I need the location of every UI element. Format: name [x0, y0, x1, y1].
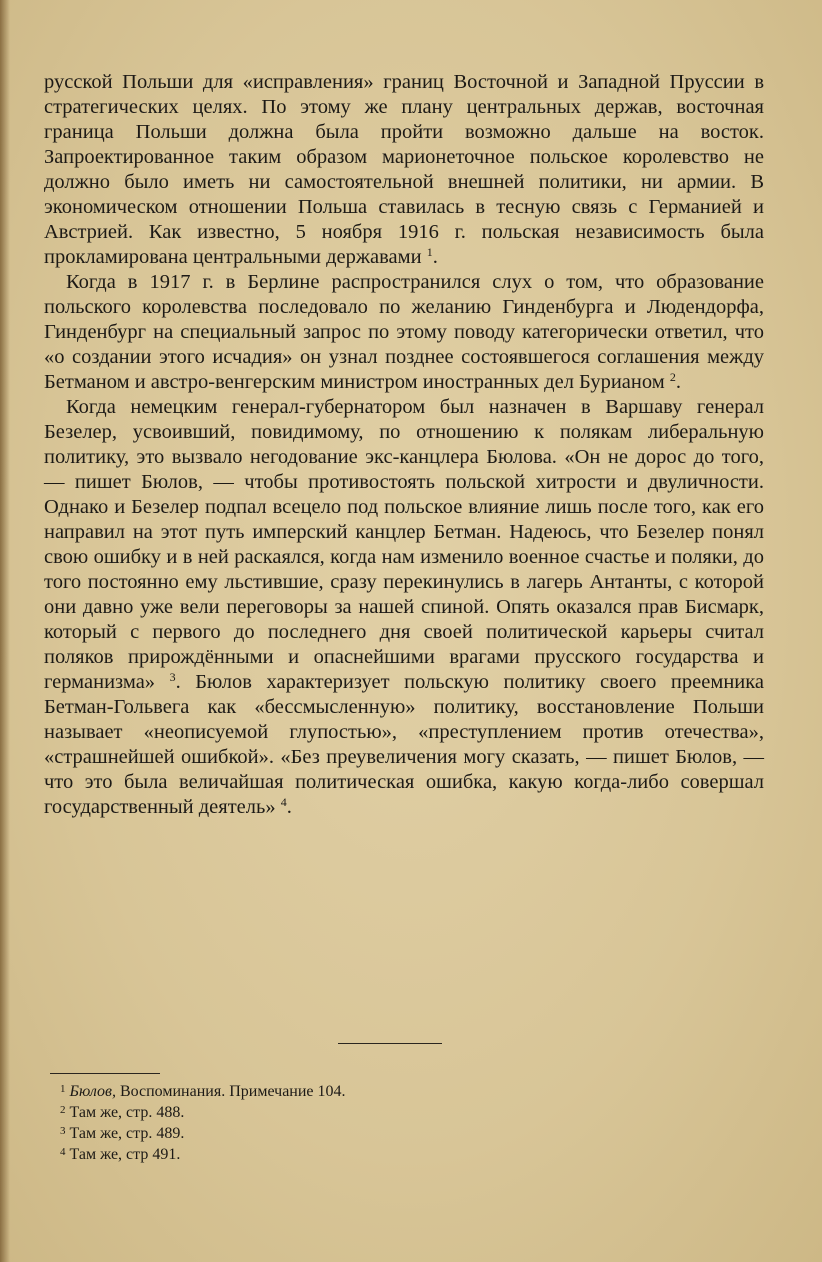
- footnote-2: [60, 1101, 700, 1122]
- footnote-3-text: Там же, стр. 489.: [69, 1125, 185, 1142]
- paragraph-1: русской Польши для «исправления» границ Восточной и Западной Пруссии в стратегических целях. По этому же плану центральных держав, восточная граница Польши должна была пройти возможно дальше на восток. Запроектированное таким образом марионеточное польское королевство не должно было иметь ни самостоятельной внешней политики, ни армии. В экономическом отношении Польша ставилась в тесную связь с Германией и Австрией. Как известно, 5 ноября 1916 г. польская независимость была прокламирована центральными державами $^1$.: [44, 71, 764, 268]
- footnote-2-text: Там же, стр. 488.: [69, 1104, 185, 1121]
- paragraph-3: Когда немецким генерал-губернатором был назначен в Варшаву генерал Безелер, усвоивший, повидимому, по отношению к полякам либеральную политику, это вызвало негодование экс-канцлера Бюлова. «Он не дорос до того, — пишет Бюлов, — чтобы противостоять польской хитрости и двуличности. Однако и Безелер подпал всецело под польское влияние лишь после того, как его направил на этот путь имперский канцлер Бетман. Надеюсь, что Безелер понял свою ошибку и в ней раскаялся, когда нам изменило военное счастье и поляки, до того постоянно ему льстившие, сразу перекинулись в лагерь Антанты, с которой они давно уже вели переговоры за нашей спиной. Опять оказался прав Бисмарк, который с первого до последнего дня своей политической карьеры считал поляков прирождёнными и опаснейшими врагами прусского государства и германизма» $^3$. Бюлов характеризует польскую политику своего преемника Бетман-Гольвега как «бессмысленную» политику, восстановление Польши называет «неописуемой глупостью», «преступлением против отечества», «страшнейшей ошибкой». «Без преувеличения могу сказать, — пишет Бюлов, — что это была величайшая политическая ошибка, какую когда-либо совершал государственный деятель» $^4$.: [44, 396, 765, 818]
- paragraph-1-text: русской Польши для «исправления» границ Восточной и Западной Пруссии в стратегических целях. По этому же плану центральных держав, восточная граница Польши должна была пройти возможно дальше на восток. Запроектированное таким образом марионеточное польское королевство не должно было иметь ни самостоятельной внешней политики, ни армии. В экономическом отношении Польша ставилась в тесную связь с Германией и Австрией. Как известно, 5 ноября 1916 г. польская независимость была прокламирована центральными державами: [44, 71, 764, 268]
- footnotes: [60, 1080, 700, 1164]
- page-edge-shadow: [0, 0, 10, 1262]
- footnote-3-number: 3: [60, 1125, 66, 1137]
- footnote-1-author: Бюлов,: [69, 1083, 116, 1100]
- footnote-4-text: Там же, стр 491.: [69, 1146, 181, 1163]
- footnote-1-text: Воспоминания. Примечание 104.: [119, 1083, 346, 1100]
- footnote-1: [60, 1080, 700, 1101]
- footnote-ref-2[interactable]: 2: [669, 370, 676, 384]
- footnote-ref-3[interactable]: 3: [169, 670, 176, 684]
- footnote-4-number: 4: [60, 1146, 66, 1158]
- footnote-ref-1[interactable]: 1: [426, 245, 433, 259]
- main-text: [44, 70, 764, 820]
- footnote-3: [60, 1122, 700, 1143]
- footnote-4: [60, 1143, 700, 1164]
- paragraph-3-text: Когда немецким генерал-губернатором был назначен в Варшаву генерал Безелер, усвоивший, повидимому, по отношению к полякам либеральную политику, это вызвало негодование экс-канцлера Бюлова. «Он не дорос до того, — пишет Бюлов, — чтобы противостоять польской хитрости и двуличности. Однако и Безелер подпал всецело под польское влияние лишь после того, как его направил на этот путь имперский канцлер Бетман. Надеюсь, что Безелер понял свою ошибку и в ней раскаялся, когда нам изменило военное счастье и поляки, до того постоянно ему льстившие, сразу перекинулись в лагерь Антанты, с которой они давно уже вели переговоры за нашей спиной. Опять оказался прав Бисмарк, который с первого до последнего дня своей политической карьеры считал поляков прирождёнными и опаснейшими врагами прусского государства и германизма»: [44, 396, 764, 693]
- footnote-1-number: 1: [60, 1083, 66, 1095]
- footnote-rule: [50, 1073, 160, 1074]
- section-divider: [338, 1043, 442, 1044]
- paragraph-2: Когда в 1917 г. в Берлине распространился слух о том, что образование польского королевства последовало по желанию Гинденбурга и Людендорфа, Гинденбург на специальный запрос по этому поводу категорически ответил, что «о создании этого исчадия» он узнал позднее состоявшегося соглашения между Бетманом и австро-венгерским министром иностранных дел Бурианом $^2$.: [44, 271, 764, 393]
- footnote-2-number: 2: [60, 1104, 66, 1116]
- paragraph-3-continuation: Бюлов характеризует польскую политику своего преемника Бетман-Гольвега как «бессмысленную» политику, восстановление Польши называет «неописуемой глупостью», «преступлением против отечества», «страшнейшей ошибкой». «Без преувеличения могу сказать, — пишет Бюлов, — что это была величайшая политическая ошибка, какую когда-либо совершал государственный деятель»: [44, 671, 765, 818]
- footnote-ref-4[interactable]: 4: [280, 795, 287, 809]
- paragraph-2-text: Когда в 1917 г. в Берлине распространился слух о том, что образование польского королевства последовало по желанию Гинденбурга и Людендорфа, Гинденбург на специальный запрос по этому поводу категорически ответил, что «о создании этого исчадия» он узнал позднее состоявшегося соглашения между Бетманом и австро-венгерским министром иностранных дел Бурианом: [44, 271, 764, 393]
